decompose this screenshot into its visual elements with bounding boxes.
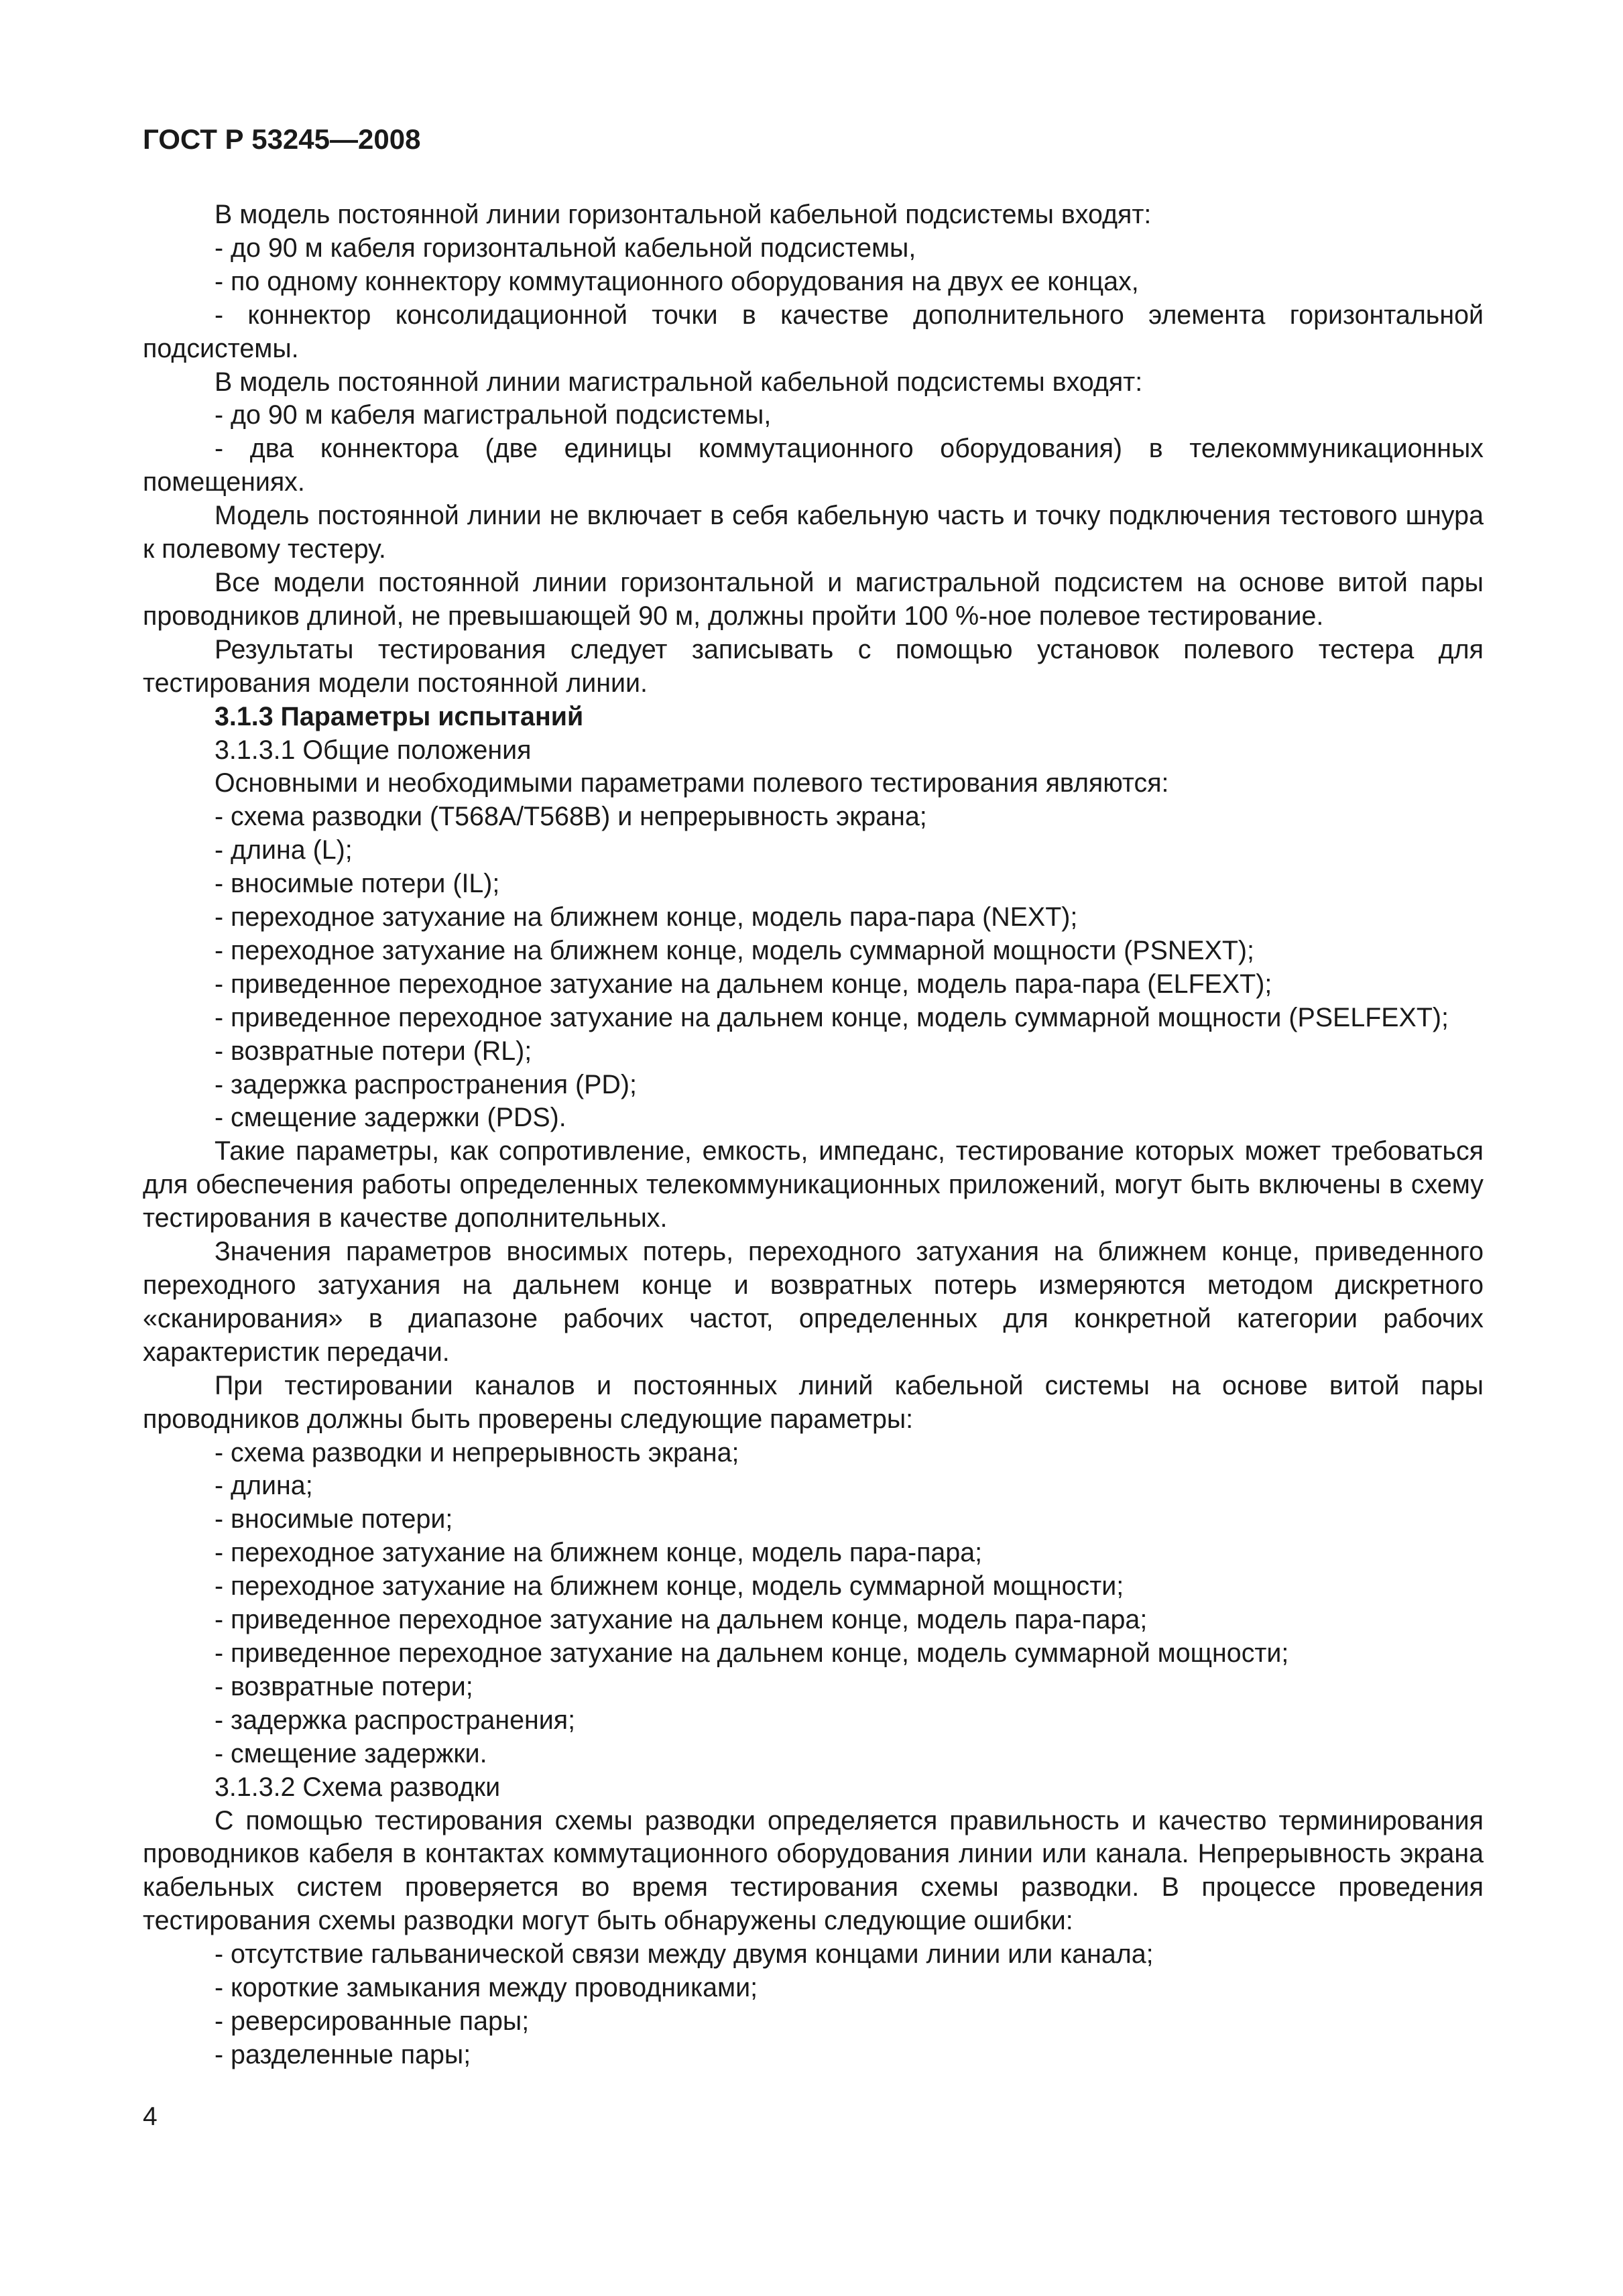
paragraph: - смещение задержки (PDS). xyxy=(215,1103,566,1133)
paragraph: - приведенное переходное затухание на дальнем конце, модель суммарной мощности (PSELFEXT); xyxy=(215,1002,1449,1032)
paragraph: - длина; xyxy=(215,1471,313,1501)
paragraph: - отсутствие гальванической связи между двумя концами линии или канала; xyxy=(215,1939,1154,1970)
paragraph: - задержка распространения; xyxy=(215,1705,576,1735)
paragraph: - схема разводки (Т568А/Т568В) и непрерывность экрана; xyxy=(215,802,927,832)
paragraph: - вносимые потери (IL); xyxy=(215,869,500,899)
paragraph: В модель постоянной линии магистральной кабельной подсистемы входят: xyxy=(215,367,1143,397)
paragraph: - возвратные потери; xyxy=(215,1671,473,1701)
paragraph: В модель постоянной линии горизонтальной кабельной подсистемы входят: xyxy=(215,200,1152,229)
paragraph: Результаты тестирования следует записывать с помощью установок полевого тестера для тестирования модели постоянной линии. xyxy=(143,634,1484,698)
paragraph: - переходное затухание на ближнем конце, модель суммарной мощности (PSNEXT); xyxy=(215,935,1254,965)
paragraph: - длина (L); xyxy=(215,835,353,865)
paragraph: - реверсированные пары; xyxy=(215,2006,530,2036)
paragraph: - коннектор консолидационной точки в качестве дополнительного элемента горизонтальной подсистемы. xyxy=(143,300,1484,363)
paragraph: - схема разводки и непрерывность экрана; xyxy=(215,1437,739,1467)
paragraph: Такие параметры, как сопротивление, емкость, импеданс, тестирование которых может требоваться для обеспечения работы определенных телекоммуникационных приложений, могут быть включены в схему тестирования в качестве дополнительных. xyxy=(143,1136,1484,1233)
paragraph: - переходное затухание на ближнем конце, модель пара-пара; xyxy=(215,1538,983,1568)
paragraph: Основными и необходимыми параметрами полевого тестирования являются: xyxy=(215,768,1169,798)
paragraph: - по одному коннектору коммутационного оборудования на двух ее концах, xyxy=(215,266,1139,296)
paragraph: - приведенное переходное затухание на дальнем конце, модель пара-пара; xyxy=(215,1605,1148,1635)
paragraph: - переходное затухание на ближнем конце, модель пара-пара (NEXT); xyxy=(215,902,1078,932)
paragraph: - разделенные пары; xyxy=(215,2039,471,2069)
section-heading: 3.1.3 Параметры испытаний xyxy=(215,701,584,731)
paragraph: - короткие замыкания между проводниками; xyxy=(215,1973,758,2003)
paragraph: 3.1.3.1 Общие положения xyxy=(215,735,532,765)
paragraph: - два коннектора (две единицы коммутационного оборудования) в телекоммуникационных помещениях. xyxy=(143,434,1484,497)
paragraph: - переходное затухание на ближнем конце, модель суммарной мощности; xyxy=(215,1571,1124,1602)
paragraph: Модель постоянной линии не включает в себя кабельную часть и точку подключения тестового шнура к полевому тестеру. xyxy=(143,501,1484,564)
paragraph: - до 90 м кабеля магистральной подсистемы, xyxy=(215,400,772,430)
document-body xyxy=(143,198,1484,2072)
paragraph: - приведенное переходное затухание на дальнем конце, модель суммарной мощности; xyxy=(215,1638,1289,1668)
paragraph: 3.1.3.2 Схема разводки xyxy=(215,1772,501,1802)
paragraph: При тестировании каналов и постоянных линий кабельной системы на основе витой пары проводников должны быть проверены следующие параметры: xyxy=(143,1370,1484,1434)
paragraph: - возвратные потери (RL); xyxy=(215,1036,532,1066)
paragraph: Все модели постоянной линии горизонтальной и магистральной подсистем на основе витой пары проводников длиной, не превышающей 90 м, должны пройти 100 %-ное полевое тестирование. xyxy=(143,567,1484,631)
page-number: 4 xyxy=(143,2102,158,2131)
paragraph: - задержка распространения (PD); xyxy=(215,1069,637,1099)
document-header: ГОСТ Р 53245—2008 xyxy=(143,123,421,155)
paragraph: С помощью тестирования схемы разводки определяется правильность и качество терминирования проводников кабеля в контактах коммутационного оборудования линии или канала. Непрерывность экрана кабельных систем проверяется во время тестирования схемы разводки. В процессе проведения тестирования схемы разводки могут быть обнаружены следующие ошибки: xyxy=(143,1805,1484,1936)
paragraph: Значения параметров вносимых потерь, переходного затухания на ближнем конце, приведенного переходного затухания на дальнем конце и возвратных потерь измеряются методом дискретного «сканирования» в диапазоне рабочих частот, определенных для конкретной категории рабочих характеристик передачи. xyxy=(143,1237,1484,1367)
paragraph: - до 90 м кабеля горизонтальной кабельной подсистемы, xyxy=(215,233,916,263)
paragraph: - вносимые потери; xyxy=(215,1504,453,1534)
paragraph: - приведенное переходное затухание на дальнем конце, модель пара-пара (ELFEXT); xyxy=(215,969,1272,999)
paragraph: - смещение задержки. xyxy=(215,1738,487,1768)
